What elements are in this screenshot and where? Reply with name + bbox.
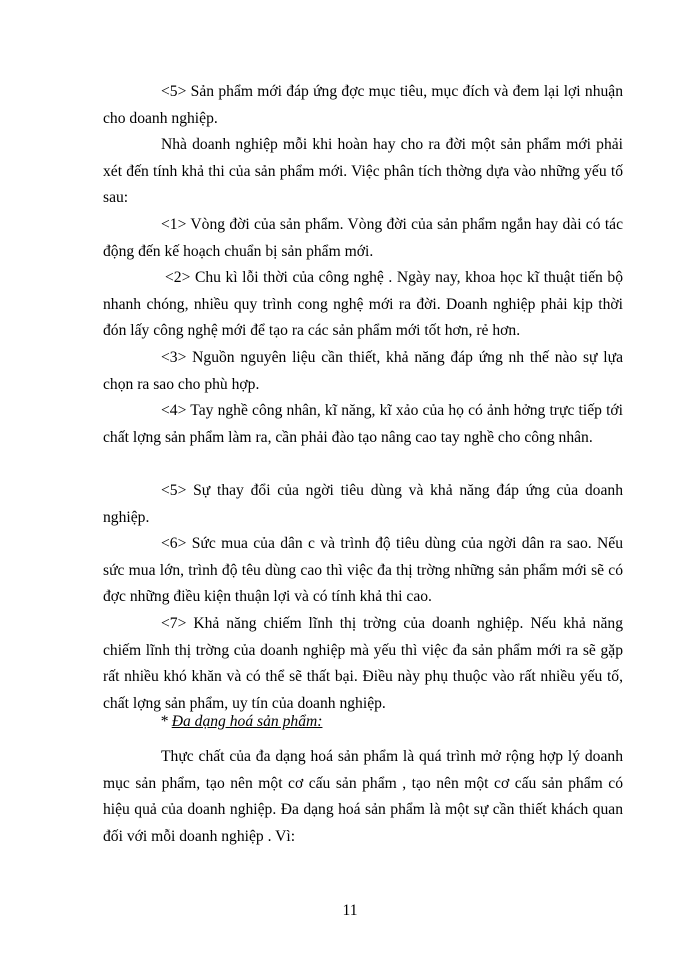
paragraph-factor-6: <6> Sức mua của dân c và trình độ tiêu dùng của ngời dân ra sao. Nếu sức mua lớn, trình độ têu dùng cao thì việc đa thị trờng những sản phẩm mới sẽ có đợc những điều kiện thuận lợi và có tính khả thi cao. (103, 535, 623, 605)
paragraph-factor-3: <3> Nguồn nguyên liệu cần thiết, khả năng đáp ứng nh thế nào sự lựa chọn ra sao cho phù hợp. (103, 349, 623, 393)
paragraph-product-goal: <5> Sản phẩm mới đáp ứng đợc mục tiêu, mục đích và đem lại lợi nhuận cho doanh nghiệp. (103, 83, 623, 127)
heading-bullet: * (160, 713, 172, 730)
heading-text: Đa dạng hoá sản phẩm: (171, 713, 323, 730)
paragraph-factor-4: <4> Tay nghề công nhân, kĩ năng, kĩ xảo của họ có ảnh hởng trực tiếp tới chất lợng sản phẩm làm ra, cần phải đào tạo nâng cao tay nghề cho công nhân. (103, 402, 623, 446)
page-number: 11 (342, 902, 358, 919)
section-heading-diversification (160, 709, 322, 736)
paragraph-feasibility-intro: Nhà doanh nghiệp mỗi khi hoàn hay cho ra đời một sản phẩm mới phải xét đến tính khả thi của sản phẩm mới. Việc phân tích thờng dựa vào những yếu tố sau: (103, 136, 623, 206)
paragraph-factor-7: <7> Khả năng chiếm lĩnh thị trờng của doanh nghiệp. Nếu khả năng chiếm lĩnh thị trờng của doanh nghiệp mà yếu thì việc đa sản phẩm mới ra sẽ gặp rất nhiều khó khăn và có thể sẽ thất bại. Điều này phụ thuộc vào rất nhiều yếu tố, chất lợng sản phẩm, uy tín của doanh nghiệp. (103, 615, 623, 712)
paragraph-factor-1: <1> Vòng đời của sản phẩm. Vòng đời của sản phẩm ngắn hay dài có tác động đến kế hoạch chuẩn bị sản phẩm mới. (103, 216, 623, 260)
paragraph-factor-5: <5> Sự thay đổi của ngời tiêu dùng và khả năng đáp ứng của doanh nghiệp. (103, 482, 623, 526)
paragraph-diversification-body: Thực chất của đa dạng hoá sản phẩm là quá trình mở rộng hợp lý doanh mục sản phẩm, tạo nên một cơ cấu sản phẩm , tạo nên một cơ cấu sản phẩm có hiệu quả của doanh nghiệp. Đa dạng hoá sản phẩm là một sự cần thiết khách quan đối với mỗi doanh nghiệp . Vì: (103, 748, 623, 845)
paragraph-factor-2: <2> Chu kì lỗi thời của công nghệ . Ngày nay, khoa học kĩ thuật tiến bộ nhanh chóng, nhiều quy trình cong nghệ mới ra đời. Doanh nghiệp phải kịp thời đón lấy công nghệ mới để tạo ra các sản phẩm mới tốt hơn, rẻ hơn. (103, 269, 623, 339)
